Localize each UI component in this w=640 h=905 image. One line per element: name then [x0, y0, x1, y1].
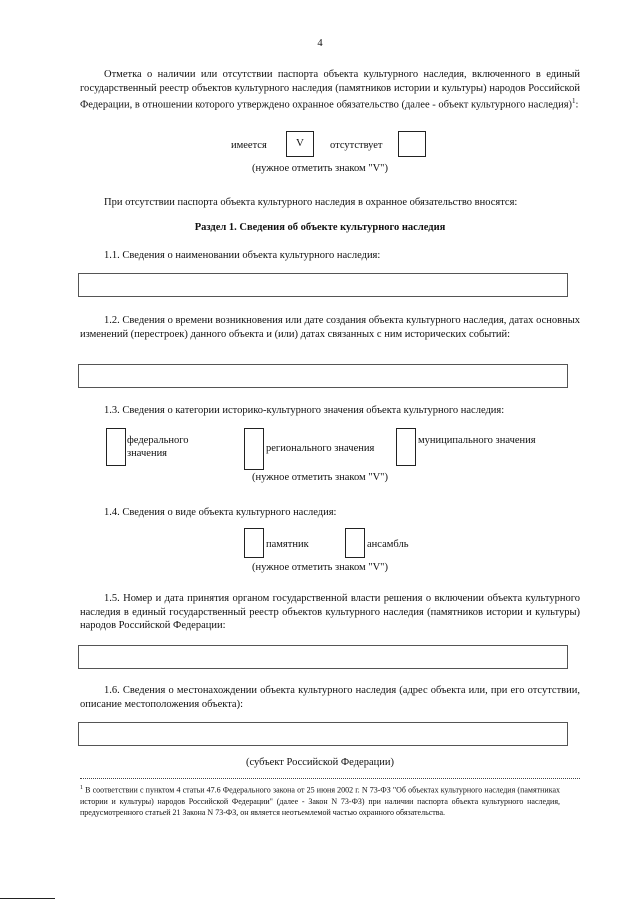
- footnote-divider: [80, 778, 580, 779]
- category-note: (нужное отметить знаком "V"): [252, 472, 388, 483]
- item-1-2: 1.2. Сведения о времени возникновения или дате создания объекта культурного наследия, датах основных изменений (перестроек) данного объекта и (или) датах связанных с ним исторических событий:: [80, 315, 580, 340]
- has-passport-label: имеется: [231, 140, 267, 151]
- item-1-1: 1.1. Сведения о наименовании объекта культурного наследия:: [104, 250, 381, 261]
- federal-label-2: значения: [127, 448, 168, 459]
- kind-note: (нужное отметить знаком "V"): [252, 562, 388, 573]
- item-1-4: 1.4. Сведения о виде объекта культурного наследия:: [104, 507, 337, 518]
- subject-caption: (субъект Российской Федерации): [246, 757, 394, 768]
- item-1-6: 1.6. Сведения о местонахождении объекта культурного наследия (адрес объекта или, при его отсутствии, описание местоположения объекта):: [80, 685, 580, 710]
- page-edge-line: [0, 898, 55, 899]
- ensemble-checkbox[interactable]: [345, 528, 365, 558]
- monument-label: памятник: [266, 539, 309, 550]
- item-1-3: 1.3. Сведения о категории историко-культурного значения объекта культурного наследия:: [104, 405, 505, 416]
- no-passport-checkbox[interactable]: [398, 131, 426, 157]
- footnote-text: В соответствии с пунктом 4 статьи 47.6 Федерального закона от 25 июня 2002 г. N 73-ФЗ "Об объектах культурного наследия (памятниках истории и культуры) народов Российской Федерации" (далее - Закон N 73-ФЗ) при наличии паспорта объекта культурного наследия, предусмотренного статьей 21 Закона N 73-ФЗ, он является неотъемлемой частью охранного обязательства.: [80, 785, 561, 817]
- regional-checkbox[interactable]: [244, 428, 264, 470]
- page-number: 4: [317, 38, 323, 49]
- federal-label-1: федерального: [127, 435, 189, 446]
- passport-mark-text: Отметка о наличии или отсутствии паспорта объекта культурного наследия, включенного в единый государственный реестр объектов культурного наследия (памятников истории и культуры) народов Российской Федерации, в отношении которого утверждено охранное обязательство (далее - объект культурного наследия): [80, 69, 580, 111]
- mark-note: (нужное отметить знаком "V"): [252, 163, 388, 174]
- v-mark: V: [296, 137, 304, 149]
- federal-checkbox[interactable]: [106, 428, 126, 466]
- ensemble-label: ансамбль: [367, 539, 409, 550]
- registry-decision-field[interactable]: [78, 645, 568, 669]
- has-passport-checkbox[interactable]: [286, 131, 314, 157]
- footnote: [80, 783, 560, 818]
- no-passport-label: отсутствует: [330, 140, 383, 151]
- footnote-number: 1: [80, 785, 83, 791]
- municipal-checkbox[interactable]: [396, 428, 416, 466]
- regional-label: регионального значения: [266, 443, 375, 454]
- section-title: Раздел 1. Сведения об объекте культурного наследия: [194, 222, 446, 233]
- municipal-label: муниципального значения: [418, 435, 536, 446]
- name-field[interactable]: [78, 273, 568, 297]
- absence-text: При отсутствии паспорта объекта культурного наследия в охранное обязательство вносятся:: [104, 197, 518, 208]
- dates-field[interactable]: [78, 364, 568, 388]
- footnote-ref: 1: [572, 97, 576, 105]
- location-field[interactable]: [78, 722, 568, 746]
- monument-checkbox[interactable]: [244, 528, 264, 558]
- passport-mark-paragraph: Отметка о наличии или отсутствии паспорта объекта культурного наследия, включенного в единый государственный реестр объектов культурного наследия (памятников истории и культуры) народов Российской Федерации, в отношении которого утверждено охранное обязательство (далее - объект культурного наследия)$^1$:: [80, 69, 580, 111]
- item-1-5: 1.5. Номер и дата принятия органом государственной власти решения о включении объекта культурного наследия в единый государственный реестр объектов культурного наследия (памятников истории и культуры) народов Российской Федерации:: [80, 593, 580, 631]
